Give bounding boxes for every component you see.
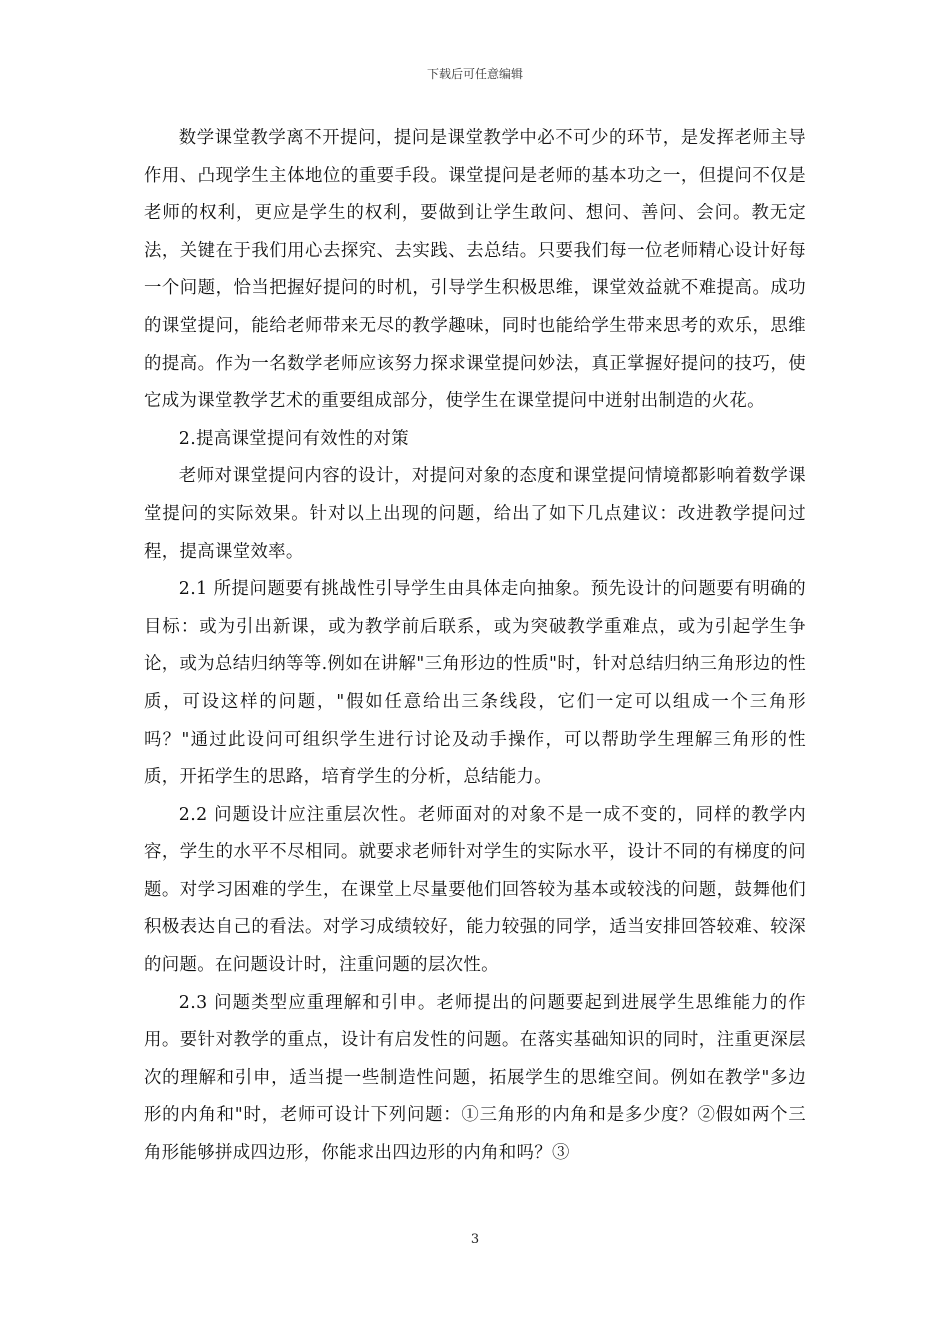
page-number: 3 [470,1232,480,1247]
paragraph-2-3: 2.3 问题类型应重理解和引申。老师提出的问题要起到进展学生思维能力的作用。要针对教学的重点，设计有启发性的问题。在落实基础知识的同时，注重更深层次的理解和引申，适当提一些制造性问题，拓展学生的思维空间。例如在教学"多边形的内角和"时，老师可设计下列问题：①三角形的内角和是多少度？②假如两个三角形能够拼成四边形，你能求出四边形的内角和吗？③ [144,992,806,1164]
paragraph-intro: 数学课堂教学离不开提问，提问是课堂教学中必不可少的环节，是发挥老师主导作用、凸现学生主体地位的重要手段。课堂提问是老师的基本功之一，但提问不仅是老师的权利，更应是学生的权利，要做到让学生敢问、想问、善问、会问。教无定法，关键在于我们用心去探究、去实践、去总结。只要我们每一位老师精心设计好每一个问题，恰当把握好提问的时机，引导学生积极思维，课堂效益就不难提高。成功的课堂提问，能给老师带来无尽的教学趣味，同时也能给学生带来思考的欢乐，思维的提高。作为一名数学老师应该努力探求课堂提问妙法，真正掌握好提问的技巧，使它成为课堂教学艺术的重要组成部分，使学生在课堂提问中迸射出制造的火花。 [144,128,806,412]
paragraph-section-2-intro: 老师对课堂提问内容的设计，对提问对象的态度和课堂提问情境都影响着数学课堂提问的实际效果。针对以上出现的问题，给出了如下几点建议：改进教学提问过程，提高课堂效率。 [144,466,806,562]
paragraph-2-2: 2.2 问题设计应注重层次性。老师面对的对象不是一成不变的，同样的教学内容，学生的水平不尽相同。就要求老师针对学生的实际水平，设计不同的有梯度的问题。对学习困难的学生，在课堂上尽量要他们回答较为基本或较浅的问题，鼓舞他们积极表达自己的看法。对学习成绩较好，能力较强的同学，适当安排回答较难、较深的问题。在问题设计时，注重问题的层次性。 [144,804,806,976]
page-header: 下载后可任意编辑 [426,67,523,81]
paragraph-2-1: 2.1 所提问题要有挑战性引导学生由具体走向抽象。预先设计的问题要有明确的目标：或为引出新课，或为教学前后联系，或为突破教学重难点，或为引起学生争论，或为总结归纳等等.例如在讲解"三角形边的性质"时，针对总结归纳三角形边的性质，可设这样的问题，"假如任意给出三条线段，它们一定可以组成一个三角形吗？"通过此设问可组织学生进行讨论及动手操作，可以帮助学生理解三角形的性质，开拓学生的思路，培育学生的分析，总结能力。 [144,579,806,788]
document-body [144,120,806,1173]
section-heading-2: 2.提高课堂提问有效性的对策 [178,428,409,449]
